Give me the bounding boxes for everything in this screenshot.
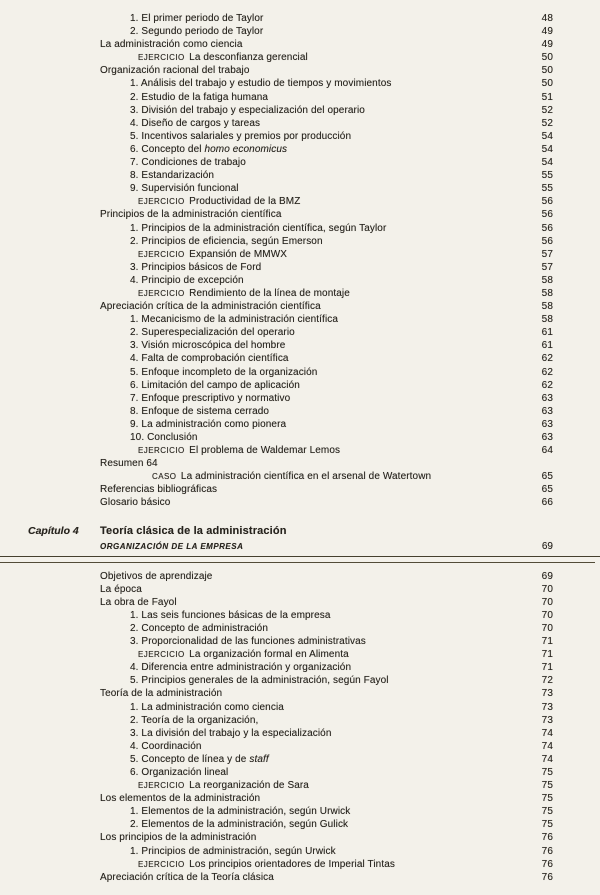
toc-entry-text: Los elementos de la administración	[100, 793, 261, 805]
page-number: 56	[541, 196, 553, 208]
toc-entry-text: Resumen 64	[100, 458, 158, 470]
toc-row	[28, 470, 553, 483]
page-number: 73	[541, 714, 553, 726]
toc-entry-text: 2. Elementos de la administración, según Gulick	[130, 819, 349, 831]
toc-entry-text: 2. Segundo periodo de Taylor	[130, 26, 264, 38]
toc-entry-text: Teoría de la administración	[100, 688, 223, 700]
toc-entry-text: 3. Proporcionalidad de las funciones administrativas	[130, 636, 366, 648]
page-number: 54	[541, 143, 553, 155]
toc-entry-text: 8. Estandarización	[130, 170, 215, 182]
toc-entry-text: 9. Supervisión funcional	[130, 183, 239, 195]
toc-row	[28, 261, 553, 274]
toc-entry-text: 4. Falta de comprobación científica	[130, 353, 289, 365]
toc-row	[28, 156, 553, 169]
toc-entry-text: 3. División del trabajo y especialización del operario	[130, 104, 365, 116]
toc-row	[28, 352, 553, 365]
page-number: 57	[541, 261, 553, 273]
page-number: 76	[541, 832, 553, 844]
page-number: 55	[541, 183, 553, 195]
page-number: 75	[541, 766, 553, 778]
toc-entry-text: 5. Concepto de línea y de staff	[130, 753, 269, 765]
toc-row	[28, 570, 553, 583]
toc-entry-text: 6. Organización lineal	[130, 766, 229, 778]
toc-row	[28, 195, 553, 208]
toc-row	[28, 622, 553, 635]
toc-entry-text: 2. Superespecialización del operario	[130, 327, 295, 339]
page-number: 65	[541, 471, 553, 483]
toc-row	[28, 235, 553, 248]
toc-row	[28, 104, 553, 117]
page-number: 75	[541, 819, 553, 831]
toc-row	[28, 858, 553, 871]
toc-entry-text: 2. Concepto de administración	[130, 622, 268, 634]
toc-row	[28, 740, 553, 753]
toc-row	[28, 701, 553, 714]
toc-entry-text: CASO La administración científica en el arsenal de Watertown	[152, 471, 432, 483]
toc-entry-text: La época	[100, 583, 142, 595]
toc-row	[28, 648, 553, 661]
toc-row	[28, 51, 553, 64]
toc-entry-text: EJERCICIO Rendimiento de la línea de montaje	[138, 287, 350, 299]
toc-row	[28, 38, 553, 51]
table-of-contents	[28, 12, 553, 884]
toc-entry-text: EJERCICIO La desconfianza gerencial	[138, 52, 308, 64]
page-number: 74	[541, 753, 553, 765]
toc-section-1	[28, 12, 553, 510]
page-number: 56	[541, 222, 553, 234]
toc-row	[28, 661, 553, 674]
page-number: 63	[541, 405, 553, 417]
toc-entry-kind-label: EJERCICIO	[138, 859, 190, 869]
page-number: 49	[541, 39, 553, 51]
toc-entry-text: 4. Diferencia entre administración y organización	[130, 662, 352, 674]
page-number: 70	[541, 596, 553, 608]
page-number: 61	[541, 340, 553, 352]
page-number: 58	[541, 274, 553, 286]
toc-entry-text: 7. Enfoque prescriptivo y normativo	[130, 392, 291, 404]
toc-entry-kind-label: CASO	[152, 472, 181, 482]
toc-row	[28, 766, 553, 779]
toc-row	[28, 169, 553, 182]
toc-entry-text: EJERCICIO El problema de Waldemar Lemos	[138, 445, 341, 457]
page-number: 55	[541, 170, 553, 182]
toc-row	[28, 596, 553, 609]
toc-entry-kind-label: EJERCICIO	[138, 650, 190, 660]
toc-row	[28, 483, 553, 496]
toc-entry-text: 1. Mecanicismo de la administración científica	[130, 314, 339, 326]
toc-entry-text: 6. Concepto del homo economicus	[130, 143, 288, 155]
toc-row	[28, 674, 553, 687]
toc-entry-text: EJERCICIO Los principios orientadores de Imperial Tintas	[138, 858, 395, 870]
page-number: 57	[541, 248, 553, 260]
toc-entry-text: 3. Visión microscópica del hombre	[130, 340, 286, 352]
page-number: 54	[541, 157, 553, 169]
toc-entry-text: Principios de la administración científica	[100, 209, 282, 221]
page-number: 76	[541, 858, 553, 870]
chapter-heading	[28, 524, 553, 563]
toc-entry-text: 8. Enfoque de sistema cerrado	[130, 405, 270, 417]
toc-row	[28, 687, 553, 700]
toc-entry-text: 6. Limitación del campo de aplicación	[130, 379, 300, 391]
chapter-title: Teoría clásica de la administración	[100, 524, 287, 537]
toc-row	[28, 379, 553, 392]
toc-row	[28, 287, 553, 300]
page-number: 75	[541, 780, 553, 792]
page-number: 66	[541, 497, 553, 509]
toc-entry-text: EJERCICIO Productividad de la BMZ	[138, 196, 301, 208]
toc-row	[28, 25, 553, 38]
toc-entry-text: 9. La administración como pionera	[130, 418, 287, 430]
page-number: 61	[541, 327, 553, 339]
page-number: 54	[541, 130, 553, 142]
page-number: 51	[541, 91, 553, 103]
page-number: 52	[541, 104, 553, 116]
page-number: 65	[541, 484, 553, 496]
toc-entry-kind-label: EJERCICIO	[138, 249, 190, 259]
toc-row	[28, 248, 553, 261]
chapter-subtitle: ORGANIZACIÓN DE LA EMPRESA	[100, 541, 244, 551]
toc-entry-text: EJERCICIO La reorganización de Sara	[138, 780, 309, 792]
toc-row	[28, 222, 553, 235]
page-number: 74	[541, 740, 553, 752]
page-number: 70	[541, 609, 553, 621]
toc-row	[28, 313, 553, 326]
toc-row	[28, 274, 553, 287]
toc-row	[28, 405, 553, 418]
page-number: 58	[541, 301, 553, 313]
page-number: 73	[541, 701, 553, 713]
page-number: 49	[541, 26, 553, 38]
toc-row	[28, 845, 553, 858]
page-number: 74	[541, 727, 553, 739]
toc-entry-text: Los principios de la administración	[100, 832, 257, 844]
toc-entry-text: 7. Condiciones de trabajo	[130, 157, 246, 169]
chapter-title-row	[28, 524, 553, 539]
toc-entry-kind-label: EJERCICIO	[138, 53, 190, 63]
toc-row	[28, 91, 553, 104]
toc-entry-text: 1. Las seis funciones básicas de la empresa	[130, 609, 331, 621]
toc-row	[28, 77, 553, 90]
page-number: 71	[541, 662, 553, 674]
page-number: 62	[541, 353, 553, 365]
divider	[0, 556, 600, 557]
toc-row	[28, 714, 553, 727]
toc-row	[28, 130, 553, 143]
page-number: 58	[541, 314, 553, 326]
page-number: 63	[541, 392, 553, 404]
toc-entry-text: 1. El primer periodo de Taylor	[130, 13, 264, 24]
toc-entry-kind-label: EJERCICIO	[138, 781, 190, 791]
toc-entry-text: 2. Estudio de la fatiga humana	[130, 91, 269, 103]
page-number: 56	[541, 209, 553, 221]
page-number: 75	[541, 806, 553, 818]
page-number: 73	[541, 688, 553, 700]
toc-row	[28, 457, 553, 470]
page-number: 63	[541, 418, 553, 430]
toc-row	[28, 496, 553, 509]
toc-entry-text: Apreciación crítica de la administración científica	[100, 301, 321, 313]
toc-row	[28, 143, 553, 156]
toc-row	[28, 583, 553, 596]
toc-entry-text: 1. Análisis del trabajo y estudio de tiempos y movimientos	[130, 78, 392, 90]
toc-entry-text: 4. Principio de excepción	[130, 274, 244, 286]
toc-row	[28, 609, 553, 622]
page-number: 50	[541, 65, 553, 77]
toc-entry-text: 1. Elementos de la administración, según Urwick	[130, 806, 351, 818]
toc-entry-text: 2. Principios de eficiencia, según Emerson	[130, 235, 323, 247]
page-number: 50	[541, 78, 553, 90]
page-number: 75	[541, 793, 553, 805]
toc-entry-text: 10. Conclusión	[130, 432, 198, 443]
toc-entry-text: EJERCICIO Expansión de MMWX	[138, 248, 288, 260]
toc-entry-text: 4. Coordinación	[130, 740, 202, 752]
toc-entry-kind-label: EJERCICIO	[138, 288, 190, 298]
toc-row	[28, 418, 553, 431]
toc-row	[28, 871, 553, 884]
toc-row	[28, 117, 553, 130]
page-number: 58	[541, 287, 553, 299]
toc-row	[28, 182, 553, 195]
page-number: 72	[541, 675, 553, 687]
page-number: 70	[541, 622, 553, 634]
page-number: 62	[541, 366, 553, 378]
page-number: 62	[541, 379, 553, 391]
toc-section-2	[28, 570, 553, 884]
toc-entry-text: La obra de Fayol	[100, 596, 177, 608]
toc-entry-text: 2. Teoría de la organización,	[130, 714, 259, 726]
page-number: 71	[541, 636, 553, 648]
toc-entry-text: 5. Principios generales de la administración, según Fayol	[130, 675, 389, 687]
toc-row	[28, 635, 553, 648]
toc-entry-text: Referencias bibliográficas	[100, 484, 218, 496]
toc-entry-text: Objetivos de aprendizaje	[100, 570, 213, 582]
toc-row	[28, 12, 553, 25]
toc-entry-text: Organización racional del trabajo	[100, 65, 250, 77]
toc-row	[28, 392, 553, 405]
toc-entry-text: 3. Principios básicos de Ford	[130, 261, 262, 273]
toc-entry-text: 1. Principios de administración, según Urwick	[130, 845, 336, 857]
toc-entry-kind-label: EJERCICIO	[138, 197, 190, 207]
toc-row	[28, 431, 553, 444]
toc-entry-text: 1. Principios de la administración científica, según Taylor	[130, 222, 387, 234]
toc-row	[28, 300, 553, 313]
toc-row	[28, 831, 553, 844]
page-number: 63	[541, 432, 553, 443]
page-number: 76	[541, 871, 553, 883]
toc-entry-text: La administración como ciencia	[100, 39, 243, 51]
toc-row	[28, 818, 553, 831]
toc-entry-text: Apreciación crítica de la Teoría clásica	[100, 871, 274, 883]
toc-row	[28, 326, 553, 339]
page-number: 69	[541, 570, 553, 582]
page-number: 52	[541, 117, 553, 129]
page-number: 70	[541, 583, 553, 595]
toc-row	[28, 805, 553, 818]
toc-row	[28, 366, 553, 379]
page-number: 71	[541, 649, 553, 661]
toc-row	[28, 753, 553, 766]
toc-row	[28, 792, 553, 805]
toc-row	[28, 444, 553, 457]
toc-entry-text: 5. Incentivos salariales y premios por producción	[130, 130, 352, 142]
chapter-subtitle-row	[28, 540, 553, 553]
toc-entry-text: 4. Diseño de cargos y tareas	[130, 117, 261, 129]
toc-row	[28, 339, 553, 352]
toc-entry-text: 5. Enfoque incompleto de la organización	[130, 366, 318, 378]
toc-entry-kind-label: EJERCICIO	[138, 446, 190, 456]
toc-row	[28, 208, 553, 221]
toc-entry-text: 3. La división del trabajo y la especialización	[130, 727, 332, 739]
page-number: 69	[541, 540, 553, 552]
toc-entry-text: 1. La administración como ciencia	[130, 701, 284, 713]
toc-row	[28, 779, 553, 792]
toc-row	[28, 727, 553, 740]
page-number: 48	[541, 13, 553, 24]
chapter-label: Capítulo 4	[28, 524, 79, 537]
toc-row	[28, 64, 553, 77]
page-number: 76	[541, 845, 553, 857]
page-number: 64	[541, 445, 553, 457]
page-number: 56	[541, 235, 553, 247]
divider	[0, 562, 595, 563]
page-number: 50	[541, 52, 553, 64]
toc-entry-text: Glosario básico	[100, 497, 171, 509]
toc-entry-text: EJERCICIO La organización formal en Alimenta	[138, 649, 349, 661]
